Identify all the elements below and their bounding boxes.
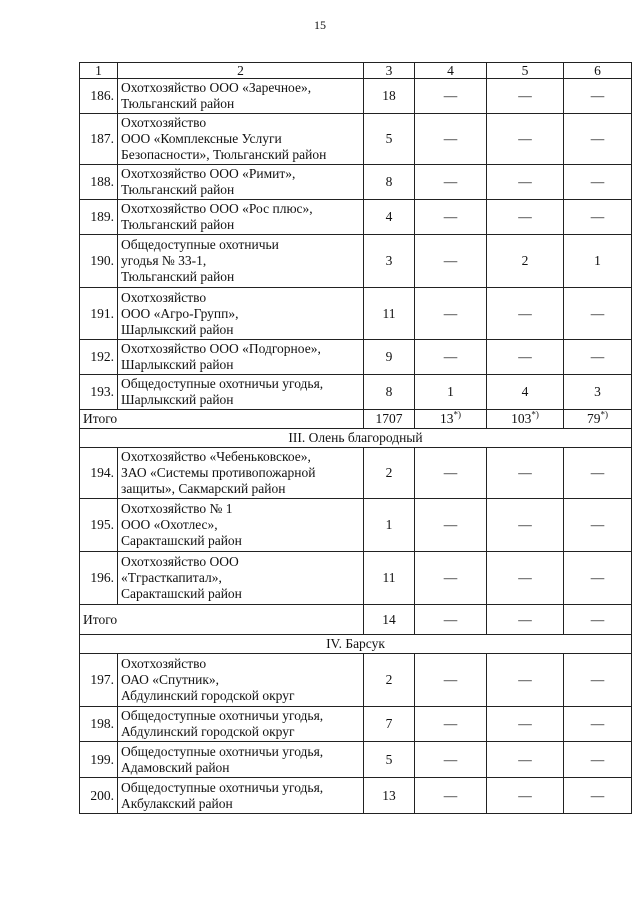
- header-cell-3: 3: [364, 63, 415, 79]
- table-row: [80, 778, 632, 814]
- row-number: 198.: [80, 707, 118, 742]
- row-name: [118, 235, 364, 288]
- value-cell-c6: 1: [564, 235, 632, 288]
- total-label: Итого: [80, 605, 364, 635]
- value-cell-c4: —: [415, 235, 487, 288]
- value-cell-c4: —: [415, 200, 487, 235]
- count-cell: 5: [364, 742, 415, 778]
- value-cell-c5: —: [487, 114, 564, 165]
- row-number: 187.: [80, 114, 118, 165]
- row-number: 188.: [80, 165, 118, 200]
- row-number: 195.: [80, 499, 118, 552]
- value-cell-c6: —: [564, 778, 632, 814]
- row-name: [118, 340, 364, 375]
- page-number: 15: [314, 18, 326, 32]
- header-cell-1: 1: [80, 63, 118, 79]
- value-cell-c5: —: [487, 778, 564, 814]
- header-cell-2: 2: [118, 63, 364, 79]
- section-row: [80, 429, 632, 448]
- table-row: [80, 448, 632, 499]
- count-cell: 9: [364, 340, 415, 375]
- value-cell-c5: —: [487, 79, 564, 114]
- value-cell-c4: —: [415, 340, 487, 375]
- row-name-line: Охотхозяйство ООО «Рос плюс»,: [121, 201, 313, 216]
- row-name: [118, 200, 364, 235]
- row-name: [118, 114, 364, 165]
- value-cell-c6: —: [564, 288, 632, 340]
- value-cell-c4: —: [415, 79, 487, 114]
- value-cell-c4: —: [415, 707, 487, 742]
- value-cell-c6: —: [564, 707, 632, 742]
- value-cell-c4: 1: [415, 375, 487, 410]
- row-name-line: Охотхозяйство ООО «Заречное»,: [121, 80, 312, 95]
- table-body: [80, 63, 632, 814]
- count-cell: 18: [364, 79, 415, 114]
- row-number: 200.: [80, 778, 118, 814]
- row-name-line: Тюльганский район: [121, 182, 235, 197]
- value-cell-c6: —: [564, 742, 632, 778]
- row-name-line: Общедоступные охотничьи угодья,: [121, 708, 324, 723]
- total-count: 14: [364, 605, 415, 635]
- count-cell: 8: [364, 375, 415, 410]
- table-row: [80, 340, 632, 375]
- row-name-line: Тюльганский район: [121, 217, 235, 232]
- value-cell-c4: —: [415, 654, 487, 707]
- table-row: [80, 552, 632, 605]
- count-cell: 11: [364, 552, 415, 605]
- row-name: [118, 707, 364, 742]
- section-title: III. Олень благородный: [80, 429, 632, 448]
- value-cell-c5: —: [487, 448, 564, 499]
- row-name-line: Охотхозяйство № 1: [121, 501, 233, 516]
- value-cell-c4: —: [415, 288, 487, 340]
- section-row: [80, 635, 632, 654]
- row-name-line: Адамовский район: [121, 759, 230, 775]
- count-cell: 2: [364, 654, 415, 707]
- row-name-line: Общедоступные охотничьи угодья,: [121, 743, 324, 759]
- row-name-line: Абдулинский городской округ: [121, 688, 295, 703]
- row-name-line: защиты», Сакмарский район: [121, 481, 286, 496]
- total-value-c5: —: [487, 605, 564, 635]
- row-name-line: Общедоступные охотничьи угодья,: [121, 779, 324, 795]
- row-name-line: Абдулинский городской округ: [121, 724, 295, 739]
- total-value-c6: —: [564, 605, 632, 635]
- row-name-line: Саракташский район: [121, 533, 242, 548]
- row-number: 186.: [80, 79, 118, 114]
- value-cell-c6: —: [564, 114, 632, 165]
- row-name-line: Безопасности», Тюльганский район: [121, 147, 327, 162]
- row-name-line: «Тграсткапитал»,: [121, 570, 222, 585]
- value-cell-c5: —: [487, 552, 564, 605]
- table-row: [80, 375, 632, 410]
- count-cell: 7: [364, 707, 415, 742]
- total-count: 1707: [364, 410, 415, 429]
- row-number: 193.: [80, 375, 118, 410]
- value-cell-c5: —: [487, 742, 564, 778]
- row-name-line: Охотхозяйство ООО «Римит»,: [121, 166, 296, 181]
- table-row: [80, 235, 632, 288]
- value-cell-c5: —: [487, 288, 564, 340]
- row-name-line: Охотхозяйство: [121, 115, 207, 130]
- value-cell-c5: 4: [487, 375, 564, 410]
- value-cell-c6: —: [564, 448, 632, 499]
- total-value-c6: [564, 410, 632, 429]
- value-cell-c6: —: [564, 200, 632, 235]
- count-cell: 1: [364, 499, 415, 552]
- row-name-line: Охотхозяйство: [121, 656, 207, 671]
- row-number: 197.: [80, 654, 118, 707]
- value-cell-c4: —: [415, 552, 487, 605]
- section-title: IV. Барсук: [80, 635, 632, 654]
- table-row: [80, 742, 632, 778]
- hunting-table: [79, 62, 632, 814]
- count-cell: 2: [364, 448, 415, 499]
- total-value-c4: [415, 410, 487, 429]
- value-cell-c6: —: [564, 165, 632, 200]
- header-cell-5: 5: [487, 63, 564, 79]
- table-row: [80, 165, 632, 200]
- row-name: [118, 288, 364, 340]
- value-cell-c5: —: [487, 200, 564, 235]
- count-cell: 3: [364, 235, 415, 288]
- row-name-line: Шарлыкский район: [121, 321, 234, 337]
- count-cell: 11: [364, 288, 415, 340]
- total-value-c5: [487, 410, 564, 429]
- row-name-line: Охотхозяйство: [121, 289, 207, 305]
- header-cell-4: 4: [415, 63, 487, 79]
- row-name-line: ОАО «Спутник»,: [121, 672, 220, 687]
- row-number: 196.: [80, 552, 118, 605]
- header-row: [80, 63, 632, 79]
- count-cell: 4: [364, 200, 415, 235]
- value-cell-c5: —: [487, 654, 564, 707]
- row-name-line: Общедоступные охотничьи угодья,: [121, 376, 324, 391]
- row-name: [118, 375, 364, 410]
- table-row: [80, 499, 632, 552]
- header-cell-6: 6: [564, 63, 632, 79]
- footnote-mark: *): [453, 409, 461, 420]
- value-cell-c4: —: [415, 448, 487, 499]
- row-name-line: Шарлыкский район: [121, 357, 234, 372]
- value-cell-c4: —: [415, 165, 487, 200]
- table-row: [80, 707, 632, 742]
- count-cell: 5: [364, 114, 415, 165]
- value-cell-c6: —: [564, 79, 632, 114]
- row-name-line: Охотхозяйство «Чебеньковское»,: [121, 449, 311, 464]
- row-name: [118, 79, 364, 114]
- row-name: [118, 742, 364, 778]
- value-cell-c6: —: [564, 499, 632, 552]
- count-cell: 13: [364, 778, 415, 814]
- table-row: [80, 114, 632, 165]
- row-name-line: Тюльганский район: [121, 96, 235, 111]
- row-number: 189.: [80, 200, 118, 235]
- row-name: [118, 654, 364, 707]
- value-cell-c6: —: [564, 340, 632, 375]
- row-name-line: Саракташский район: [121, 586, 242, 601]
- row-name-line: Шарлыкский район: [121, 392, 234, 407]
- value-cell-c6: —: [564, 552, 632, 605]
- value-cell-c5: —: [487, 165, 564, 200]
- total-row: [80, 605, 632, 635]
- row-name-line: ООО «Агро-Групп»,: [121, 305, 239, 321]
- value-cell-c5: 2: [487, 235, 564, 288]
- total-value-c4: —: [415, 605, 487, 635]
- value-cell-c4: —: [415, 778, 487, 814]
- count-cell: 8: [364, 165, 415, 200]
- value-cell-c5: —: [487, 499, 564, 552]
- row-name-line: Охотхозяйство ООО: [121, 554, 239, 569]
- row-name: [118, 165, 364, 200]
- row-name-line: угодья № 33-1,: [121, 253, 207, 268]
- row-name: [118, 499, 364, 552]
- total-value-number: 13: [440, 411, 454, 426]
- table-row: [80, 288, 632, 340]
- footnote-mark: *): [600, 409, 608, 420]
- row-name-line: Охотхозяйство ООО «Подгорное»,: [121, 341, 321, 356]
- row-number: 192.: [80, 340, 118, 375]
- row-name-line: Акбулакский район: [121, 795, 233, 811]
- total-label: Итого: [80, 410, 364, 429]
- value-cell-c5: —: [487, 707, 564, 742]
- row-name: [118, 778, 364, 814]
- row-name-line: ООО «Охотлес»,: [121, 517, 218, 532]
- row-name: [118, 552, 364, 605]
- row-number: 191.: [80, 288, 118, 340]
- row-name-line: ООО «Комплексные Услуги: [121, 131, 282, 146]
- total-value-number: 79: [587, 411, 601, 426]
- row-name-line: Общедоступные охотничьи: [121, 237, 279, 252]
- table-row: [80, 79, 632, 114]
- value-cell-c4: —: [415, 499, 487, 552]
- total-row: [80, 410, 632, 429]
- table-row: [80, 654, 632, 707]
- row-name-line: ЗАО «Системы противопожарной: [121, 465, 316, 480]
- value-cell-c6: —: [564, 654, 632, 707]
- value-cell-c4: —: [415, 114, 487, 165]
- row-name-line: Тюльганский район: [121, 269, 235, 284]
- row-number: 190.: [80, 235, 118, 288]
- table-row: [80, 200, 632, 235]
- row-name: [118, 448, 364, 499]
- value-cell-c5: —: [487, 340, 564, 375]
- value-cell-c6: 3: [564, 375, 632, 410]
- row-number: 199.: [80, 742, 118, 778]
- footnote-mark: *): [531, 409, 539, 420]
- total-value-number: 103: [511, 411, 532, 426]
- value-cell-c4: —: [415, 742, 487, 778]
- row-number: 194.: [80, 448, 118, 499]
